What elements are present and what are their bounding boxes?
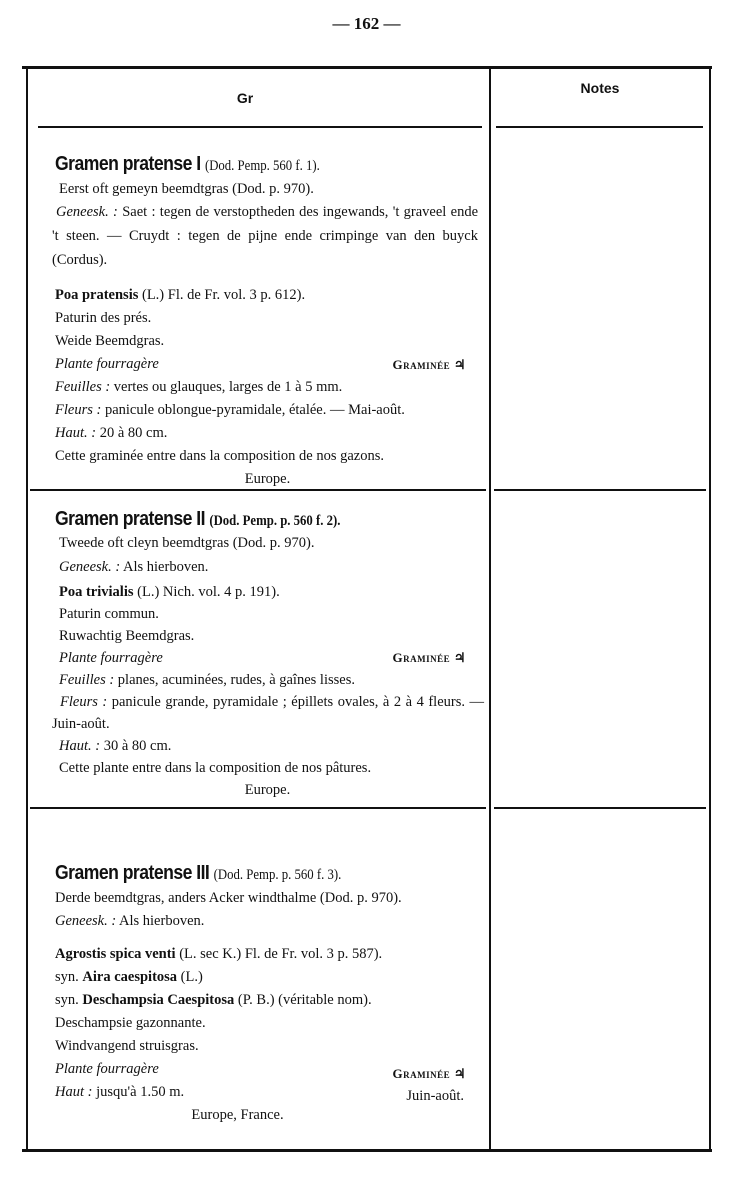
title-ref: (Dod. Pemp. p. 560 f. 3). (213, 867, 342, 883)
medicinal-use (55, 556, 480, 578)
syn2-prefix: syn. (55, 992, 79, 1008)
species (55, 581, 480, 603)
use: Plante fourragère (55, 356, 159, 372)
haut-label: Haut. : (59, 738, 101, 754)
section-rule-1-right (494, 489, 706, 491)
family: Graminée ♃ (392, 357, 466, 372)
species (55, 284, 480, 307)
entry-gramen-pratense-1 (52, 153, 480, 491)
geneesk-text: Als hierboven. (119, 913, 205, 929)
use-family-row (55, 353, 480, 376)
flowers (52, 691, 484, 735)
dutch-common-name: Weide Beemdgras. (55, 333, 165, 349)
use-family-row (55, 647, 480, 669)
dutch-common-name: Ruwachtig Beemdgras. (59, 628, 195, 644)
leaves (55, 669, 480, 691)
flowers (55, 399, 480, 422)
syn1-ref: (L.) (180, 969, 203, 985)
region: Europe. (244, 782, 291, 798)
height-season-row (55, 1081, 480, 1104)
species: Poa pratensis (55, 287, 139, 303)
note: Cette plante entre dans la composition de nos pâtures. (59, 760, 372, 776)
dutch-name: Eerst oft gemeyn beemdtgras (Dod. p. 970). (59, 181, 314, 197)
french-name: Deschampsie gazonnante. (55, 1015, 206, 1031)
use-family-row (55, 1058, 480, 1081)
species: Agrostis spica venti (55, 946, 176, 962)
leaves (55, 376, 480, 399)
column-header-gr: Gr (236, 90, 254, 106)
table-left-border (26, 66, 28, 1152)
height (55, 735, 480, 757)
fleurs: panicule grande, pyramidale ; épillets ovales, à 2 à 4 fleurs. — Juin-août. (52, 694, 485, 732)
haut-label: Haut. : (55, 425, 97, 441)
fleurs: panicule oblongue-pyramidale, étalée. — Mai-août. (104, 402, 405, 418)
family: Graminée ♃ (392, 1066, 466, 1081)
title: Gramen pratense I (55, 153, 201, 175)
region: Europe. (244, 471, 291, 487)
page-number: — 162 — (332, 14, 401, 33)
entry-title (55, 508, 429, 532)
note: Cette graminée entre dans la composition de nos gazons. (55, 448, 384, 464)
title-ref: (Dod. Pemp. 560 f. 1). (204, 158, 320, 174)
haut-label: Haut : (55, 1084, 93, 1100)
dutch-name: Tweede oft cleyn beemdtgras (Dod. p. 970). (59, 535, 315, 551)
column-header-notes: Notes (580, 80, 620, 96)
medicinal-use (55, 910, 480, 933)
synonym-1 (55, 966, 480, 989)
table-bottom-rule (22, 1149, 712, 1152)
feuilles: vertes ou glauques, larges de 1 à 5 mm. (113, 379, 343, 395)
use: Plante fourragère (59, 650, 163, 666)
feuilles: planes, acuminées, rudes, à gaînes lisses. (117, 672, 355, 688)
syn2: Deschampsia Caespitosa (82, 992, 235, 1008)
header-rule-right (496, 126, 703, 128)
fleurs-label: Fleurs : (55, 402, 102, 418)
french-name: Paturin des prés. (55, 310, 152, 326)
feuilles-label: Feuilles : (59, 672, 115, 688)
height (55, 422, 480, 445)
section-rule-2-left (30, 807, 486, 809)
french-name: Paturin commun. (59, 606, 159, 622)
syn1: Aira caespitosa (82, 969, 178, 985)
entry-gramen-pratense-2 (52, 508, 485, 801)
column-divider (489, 66, 491, 1152)
feuilles-label: Feuilles : (55, 379, 111, 395)
entry-gramen-pratense-3 (55, 862, 480, 1127)
table-right-border (709, 66, 711, 1152)
entry-title (55, 862, 429, 887)
section-rule-2-right (494, 807, 706, 809)
synonym-2 (55, 989, 480, 1012)
title: Gramen pratense III (55, 862, 210, 884)
syn2-ref: (P. B.) (véritable nom). (237, 992, 372, 1008)
species: Poa trivialis (59, 584, 134, 600)
species-ref: (L.) Fl. de Fr. vol. 3 p. 612). (142, 287, 306, 303)
title-ref: (Dod. Pemp. p. 560 f. 2). (209, 513, 341, 529)
medicinal-use (52, 200, 478, 272)
haut: 30 à 80 cm. (103, 738, 172, 754)
region: Europe, France. (191, 1107, 284, 1123)
title: Gramen pratense II (55, 508, 205, 530)
geneesk-text: Als hierboven. (123, 559, 209, 575)
species-ref: (L.) Nich. vol. 4 p. 191). (137, 584, 280, 600)
dutch-common-name: Windvangend struisgras. (55, 1038, 199, 1054)
haut: 20 à 80 cm. (99, 425, 168, 441)
season: Juin-août. (406, 1088, 464, 1104)
geneesk-label: Geneesk. : (56, 204, 118, 220)
species-ref: (L. sec K.) Fl. de Fr. vol. 3 p. 587). (179, 946, 383, 962)
dutch-name: Derde beemdtgras, anders Acker windthalme (Dod. p. 970). (55, 890, 402, 906)
geneesk-label: Geneesk. : (59, 559, 121, 575)
use: Plante fourragère (55, 1061, 159, 1077)
geneesk-text: Saet : tegen de verstoptheden des ingewands, 't graveel ende 't steen. — Cruydt : tegen de pijne ende crimpinge van den buyck (Cordus). (52, 204, 479, 268)
species (55, 943, 480, 966)
haut: jusqu'à 1.50 m. (96, 1084, 185, 1100)
family: Graminée ♃ (392, 650, 466, 665)
fleurs-label: Fleurs : (60, 694, 108, 710)
header-rule-left (38, 126, 482, 128)
geneesk-label: Geneesk. : (55, 913, 117, 929)
syn1-prefix: syn. (55, 969, 79, 985)
entry-title (55, 153, 429, 178)
table-top-rule (22, 66, 712, 69)
